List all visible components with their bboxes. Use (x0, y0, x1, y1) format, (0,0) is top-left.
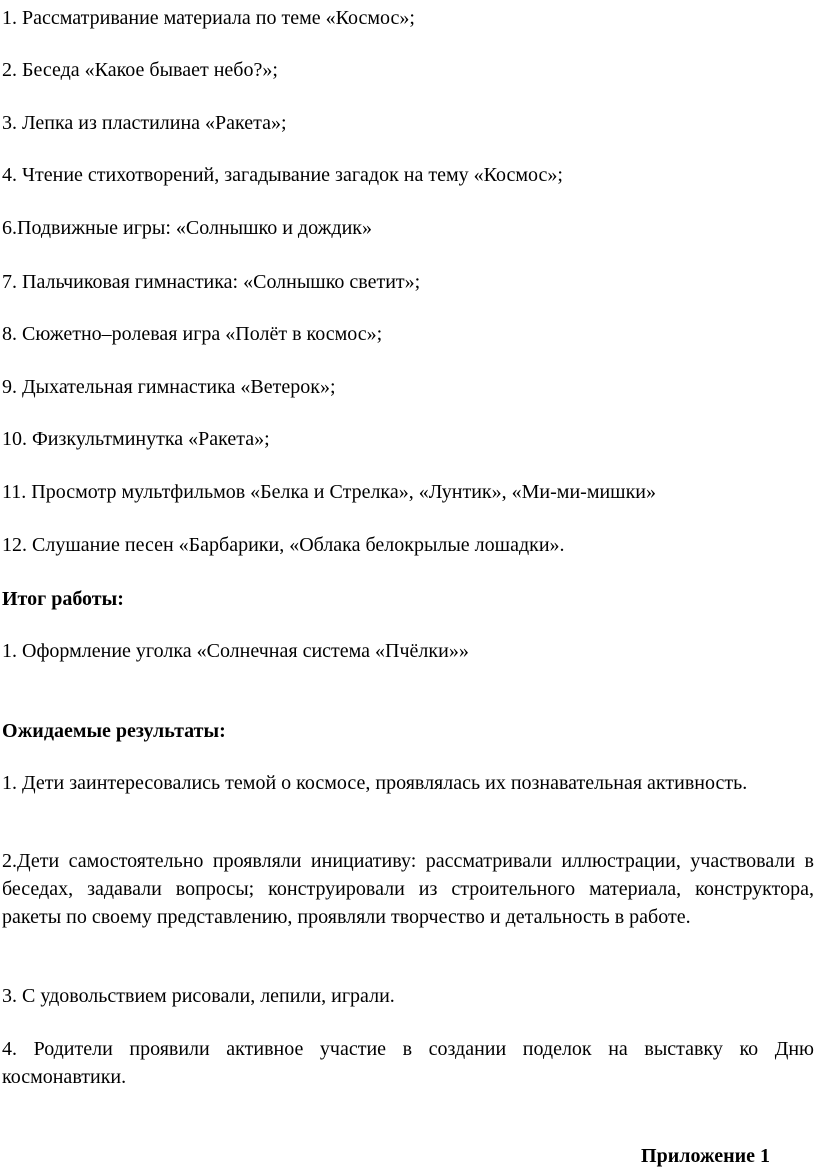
activity-item: 2. Беседа «Какое бывает небо?»; (2, 59, 278, 81)
activity-item: 1. Рассматривание материала по теме «Космос»; (2, 7, 415, 29)
activity-item: 6.Подвижные игры: «Солнышко и дождик» (2, 217, 373, 239)
expected-item: 1. Дети заинтересовались темой о космосе, проявлялась их познавательная активность. (2, 772, 748, 794)
activity-item: 3. Лепка из пластилина «Ракета»; (2, 112, 287, 134)
result-heading: Итог работы: (2, 588, 124, 610)
expected-item: 4. Родители проявили активное участие в создании поделок на выставку ко Дню космонавтики. (2, 1038, 814, 1088)
activity-item: 9. Дыхательная гимнастика «Ветерок»; (2, 376, 336, 398)
appendix-label: Приложение 1 (641, 1145, 770, 1167)
activity-item: 7. Пальчиковая гимнастика: «Солнышко светит»; (2, 271, 421, 293)
activity-item: 11. Просмотр мультфильмов «Белка и Стрелка», «Лунтик», «Ми-ми-мишки» (2, 481, 656, 503)
expected-item: 3. С удовольствием рисовали, лепили, играли. (2, 985, 395, 1007)
expected-heading: Ожидаемые результаты: (2, 720, 226, 742)
expected-item: 2.Дети самостоятельно проявляли инициативу: рассматривали иллюстрации, участвовали в беседах, задавали вопросы; конструировали из строительного материала, конструктора, ракеты по своему представлению, проявляли творчество и детальность в работе. (2, 850, 814, 928)
activity-item: 10. Физкультминутка «Ракета»; (2, 428, 270, 450)
activity-item: 8. Сюжетно–ролевая игра «Полёт в космос»; (2, 323, 383, 345)
activity-item: 12. Слушание песен «Барбарики, «Облака белокрылые лошадки». (2, 534, 565, 556)
result-item: 1. Оформление уголка «Солнечная система «Пчёлки»» (2, 640, 469, 662)
activity-item: 4. Чтение стихотворений, загадывание загадок на тему «Космос»; (2, 164, 563, 186)
